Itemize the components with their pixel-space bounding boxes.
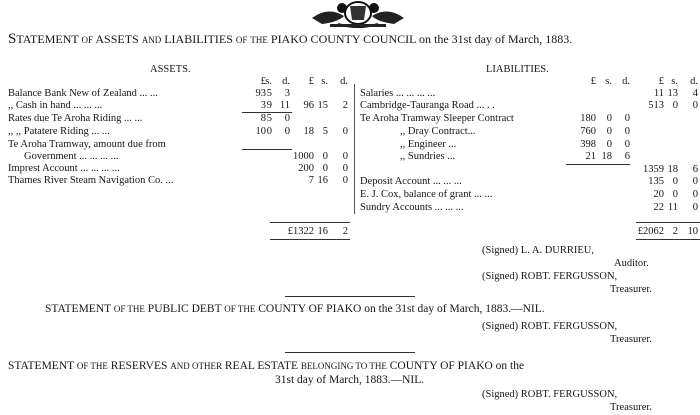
liabilities-col-head: £ (658, 76, 664, 87)
reserves-statement-word: STATEMENT (8, 360, 74, 372)
assets-col-head: d. (282, 76, 290, 87)
liabilities-total: £2062 (637, 226, 664, 237)
liabilities-cell: 135 (648, 176, 664, 187)
assets-cell: 3 (260, 100, 266, 111)
liabilities-row-label: Salaries ... ... ... ... (360, 88, 436, 99)
reserves-of: OF THE (76, 361, 108, 371)
assets-cell: 2 (342, 100, 348, 111)
assets-row-label: ,, Cash in hand ... ... ... (8, 100, 103, 111)
assets-cell: 0 (284, 113, 290, 124)
liabilities-cell: 22 (653, 202, 664, 213)
liabilities-cell: 0 (624, 113, 630, 124)
liabilities-cell: 11 (653, 88, 664, 99)
liabilities-cell: 180 (580, 113, 596, 124)
reserves-belonging: BELONGING TO THE (300, 361, 387, 371)
assets-cell: 0 (266, 126, 272, 137)
assets-total-d: 2 (342, 226, 348, 237)
assets-col-head: s. (321, 76, 328, 87)
assets-cell: 0 (342, 126, 348, 137)
reserves-line2: 31st day of March, 1883.—NIL. (275, 374, 425, 386)
signed-treasurer: (Signed) ROBT. FERGUSSON, (482, 271, 618, 282)
reserves-and: AND OTHER (170, 361, 223, 371)
assets-cell: 8 (260, 113, 266, 124)
assets-cell: 0 (342, 151, 348, 162)
coat-of-arms-seal (308, 0, 408, 28)
liabilities-cell: 0 (672, 176, 678, 187)
liabilities-col-head: s. (605, 76, 612, 87)
liabilities-cell: 0 (692, 176, 698, 187)
liabilities-row-label: Deposit Account ... ... ... (360, 176, 462, 187)
title-and: AND (141, 35, 162, 45)
liabilities-cell: 0 (672, 189, 678, 200)
liabilities-cell: 513 (648, 100, 664, 111)
assets-cell: 0 (284, 126, 290, 137)
assets-cell: 11 (279, 100, 290, 111)
assets-col-head: d. (340, 76, 348, 87)
title-liabilities: LIABILITIES (164, 32, 233, 46)
public-debt-statement (45, 303, 545, 315)
title-of: OF (81, 35, 94, 45)
assets-subtotal-rule-1 (242, 112, 292, 113)
assets-cell: 9 (266, 100, 272, 111)
column-divider (354, 84, 355, 214)
reserves-statement (8, 360, 524, 372)
assets-row-label: Rates due Te Aroha Riding ... ... (8, 113, 143, 124)
liabilities-cell: 0 (672, 100, 678, 111)
assets-cell: 96 (303, 100, 314, 111)
auditor-title: Auditor. (614, 258, 649, 269)
assets-cell: 15 (317, 100, 328, 111)
title-word-statement: TATEMENT (16, 32, 79, 46)
liabilities-cell: 0 (692, 202, 698, 213)
assets-row-label: Government ... ... ... ... (24, 151, 119, 162)
assets-cell: 0 (322, 163, 328, 174)
liabilities-cell: 0 (692, 100, 698, 111)
assets-cell: 16 (317, 175, 328, 186)
public-debt-signed: (Signed) ROBT. FERGUSSON, (482, 321, 618, 332)
assets-subtotal-rule-2 (242, 149, 292, 150)
title-of2: OF (235, 35, 248, 45)
liabilities-cell: 21 (585, 151, 596, 162)
liabilities-cell: 0 (624, 126, 630, 137)
title-the: THE (250, 35, 268, 45)
liabilities-total-rule-top (636, 222, 700, 223)
assets-row-label: Balance Bank New of Zealand ... ... (8, 88, 158, 99)
liabilities-cell: 1359 (643, 164, 664, 175)
public-debt-end: COUNTY OF PIAKO on the 31st day of March, 1883.—NIL. (258, 303, 545, 315)
reserves-label: RESERVES (110, 360, 168, 372)
reserves-real-estate: REAL ESTATE (224, 360, 298, 372)
public-debt-label: PUBLIC DEBT (147, 303, 222, 315)
liabilities-cell: 18 (667, 164, 678, 175)
assets-cell: 1000 (293, 151, 314, 162)
assets-cell: 5 (266, 113, 272, 124)
liabilities-cell: 18 (601, 151, 612, 162)
reserves-end: COUNTY OF PIAKO on the (389, 360, 525, 372)
title-council: PIAKO COUNTY COUNCIL on the 31st day of March, 1883. (270, 32, 573, 46)
assets-total: £1322 (287, 226, 314, 237)
assets-cell: 0 (322, 151, 328, 162)
public-debt-of2: OF THE (224, 304, 256, 314)
assets-total-s: 16 (317, 226, 328, 237)
liabilities-total-s: 2 (672, 226, 678, 237)
assets-row-label: Imprest Account ... ... ... ... (8, 163, 120, 174)
liabilities-total-d: 10 (687, 226, 698, 237)
liabilities-total-rule-bottom (636, 239, 700, 240)
assets-cell: 93 (255, 88, 266, 99)
liabilities-row-label: E. J. Cox, balance of grant ... ... (360, 189, 493, 200)
reserves-signed: (Signed) ROBT. FERGUSSON, (482, 389, 618, 400)
assets-col-head: £ (260, 76, 266, 87)
liabilities-cell: 20 (653, 189, 664, 200)
liabilities-row-label: ,, Dray Contract... (400, 126, 476, 137)
liabilities-cell: 4 (692, 88, 698, 99)
assets-col-head: s. (265, 76, 272, 87)
public-debt-of: OF THE (113, 304, 145, 314)
liabilities-col-head: s. (671, 76, 678, 87)
reserves-role: Treasurer. (610, 402, 652, 413)
public-debt-role: Treasurer. (610, 334, 652, 345)
section-separator-2 (285, 352, 415, 353)
public-debt-statement-word: STATEMENT (45, 303, 111, 315)
signed-auditor: (Signed) L. A. DURRIEU, (482, 245, 594, 256)
liabilities-subtotal-rule (566, 164, 630, 165)
liabilities-row-label: ,, Engineer ... (400, 139, 457, 150)
liabilities-col-head: d. (690, 76, 698, 87)
assets-row-label: Te Aroha Tramway, amount due from (8, 139, 166, 150)
liabilities-cell: 398 (580, 139, 596, 150)
treasurer-title: Treasurer. (610, 284, 652, 295)
assets-cell: 10 (255, 126, 266, 137)
liabilities-col-head: £ (590, 76, 596, 87)
liabilities-cell: 6 (692, 164, 698, 175)
liabilities-cell: 760 (580, 126, 596, 137)
liabilities-heading: LIABILITIES. (486, 64, 549, 75)
liabilities-cell: 0 (606, 126, 612, 137)
assets-cell: 5 (322, 126, 328, 137)
liabilities-cell: 6 (624, 151, 630, 162)
assets-row-label: Thames River Steam Navigation Co. ... (8, 175, 174, 186)
assets-heading: ASSETS. (150, 64, 191, 75)
liabilities-cell: 0 (624, 139, 630, 150)
assets-cell: 0 (342, 175, 348, 186)
title-initial: S (8, 31, 17, 47)
liabilities-row-label: Sundry Accounts ... ... ... (360, 202, 464, 213)
liabilities-cell: 11 (667, 202, 678, 213)
assets-total-rule-bottom (270, 239, 350, 240)
assets-cell: 5 (266, 88, 272, 99)
liabilities-cell: 13 (667, 88, 678, 99)
assets-row-label: ,, ,, Patatere Riding ... ... (8, 126, 110, 137)
assets-cell: 7 (308, 175, 314, 186)
liabilities-col-head: d. (622, 76, 630, 87)
liabilities-row-label: ,, Sundries ... (400, 151, 456, 162)
liabilities-cell: 0 (692, 189, 698, 200)
liabilities-cell: 0 (606, 113, 612, 124)
liabilities-row-label: Cambridge-Tauranga Road ... . . (360, 100, 495, 111)
assets-col-head: £ (308, 76, 314, 87)
assets-cell: 200 (298, 163, 314, 174)
assets-total-rule-top (270, 222, 350, 223)
liabilities-cell: 0 (606, 139, 612, 150)
section-separator-1 (285, 296, 415, 297)
title-assets: ASSETS (95, 32, 139, 46)
assets-cell: 0 (342, 163, 348, 174)
assets-cell: 3 (284, 88, 290, 99)
assets-cell: 18 (303, 126, 314, 137)
liabilities-row-label: Te Aroha Tramway Sleeper Contract (360, 113, 514, 124)
statement-title (8, 31, 572, 48)
